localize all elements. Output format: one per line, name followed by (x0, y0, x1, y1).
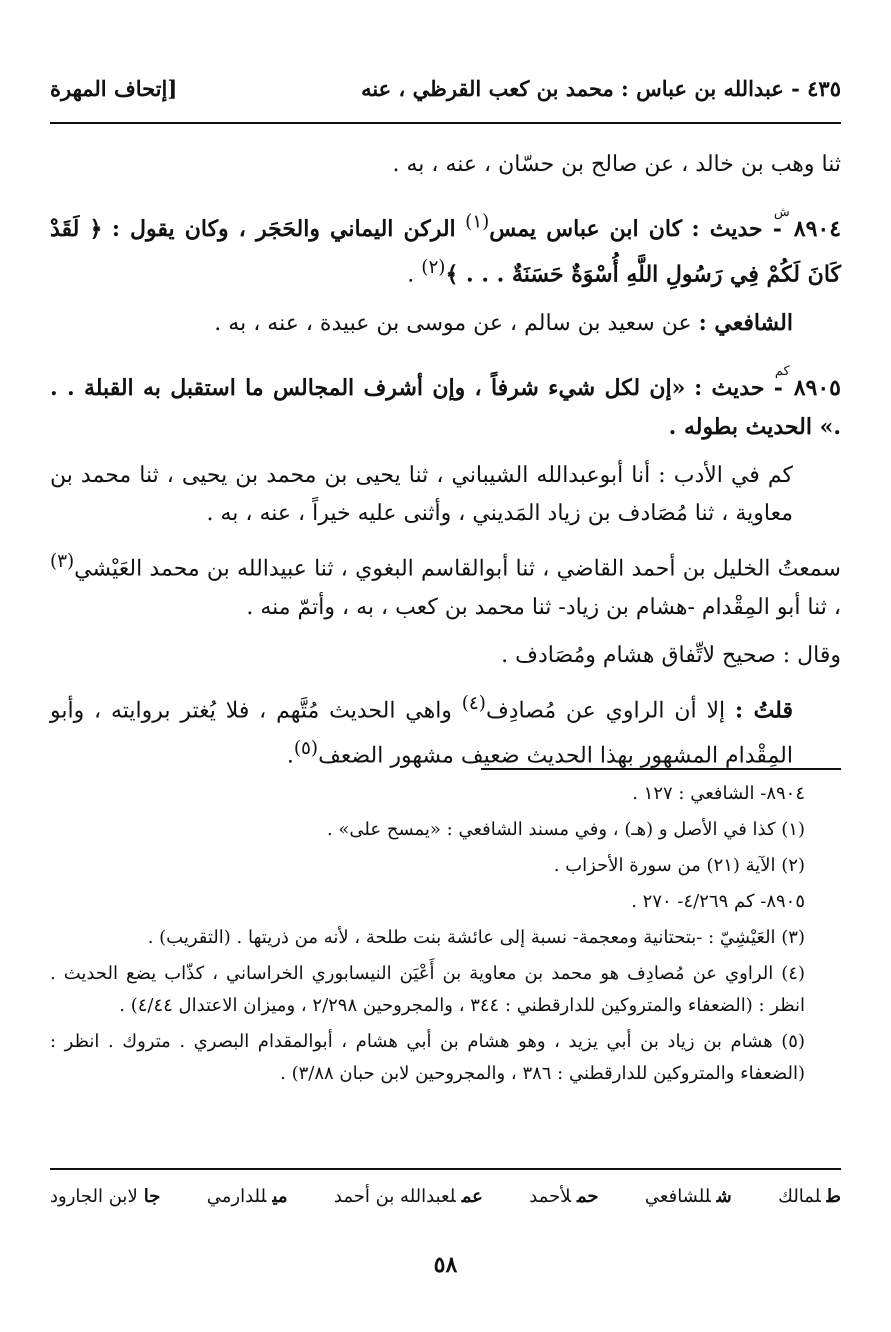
book-title: [إتحاف المهرة (50, 76, 178, 101)
legend-name: للدارمي (206, 1186, 267, 1207)
footnote-rule (481, 768, 841, 770)
legend-item (207, 1186, 288, 1207)
footnote: (٥) هشام بن زياد بن أبي يزيد ، وهو هشام بن أبي هشام ، أبوالمقدام البصري . متروك . انظر : (الضعفاء والمتروكين للدارقطني : ٣٨٦ ، والمجروحين لابن حبان ٣/٨٨) . (50, 1031, 805, 1084)
qal-text: وقال : صحيح لاتِّفاق هشام ومُصَادف . (501, 642, 841, 668)
source-siglum: ش (773, 205, 790, 220)
footnote: ٨٩٠٤- الشافعي : ١٢٧ . (632, 783, 805, 804)
footnote: (١) كذا في الأصل و (هـ) ، وفي مسند الشافعي : «يمسح على» . (326, 819, 805, 840)
qultu-text: إلا أن الراوي عن مُصادِف (485, 697, 726, 723)
hadith-label: - حديث : (691, 216, 782, 242)
hadith-text-cont: الركن اليماني والحَجَر ، وكان يقول : (111, 216, 456, 242)
page-header (50, 70, 841, 112)
footnote: (٢) الآية (٢١) من سورة الأحزاب . (553, 855, 805, 876)
footnote-ref-4: (٤) (461, 692, 486, 714)
legend-code: مي (272, 1186, 288, 1207)
hadith-text: «إن لكل شيء شرفاً ، وإن أشرف المجالس ما استقبل به القبلة . . .» الحديث بطوله . (50, 375, 841, 441)
kam-chain (50, 457, 841, 533)
footnote: (٣) العَيْشِيّ : -بتحتانية ومعجمة- نسبة إلى عائشة بنت طلحة ، لأنه من ذريتها . (التقريب) . (147, 927, 805, 948)
legend-name: لعبدالله بن أحمد (333, 1186, 456, 1207)
legend-item (334, 1186, 483, 1207)
hadith-label: - حديث : (694, 375, 783, 402)
qal-line (50, 637, 841, 675)
legend-code: جا (143, 1186, 161, 1207)
footnote-ref-2: (٢) (421, 257, 446, 278)
shafii-label: الشافعي : (698, 310, 793, 337)
source-siglum: كم (774, 364, 790, 380)
header-rule (50, 122, 841, 124)
quran-verse: ﴿ لَقَدْ كَانَ لَكُمْ فِي رَسُولِ اللَّهِ أُسْوَةٌ حَسَنَةٌ . . . ﴾ (50, 216, 841, 288)
book-page (50, 70, 842, 1278)
footnotes (50, 768, 841, 1094)
legend-item (529, 1186, 598, 1207)
legend-name: لابن الجارود (50, 1186, 138, 1207)
footnote: ٨٩٠٥- كم ٤/٢٦٩- ٢٧٠ . (631, 891, 805, 912)
legend-rule (50, 1168, 841, 1170)
legend-name: للشافعي (644, 1186, 711, 1207)
punctuation: . (286, 743, 294, 769)
hadith-number: ٨٩٠٤ (793, 216, 842, 242)
shafii-text: عن سعيد بن سالم ، عن موسى بن عبيدة ، عنه ، به . (214, 311, 692, 337)
hadith-8904 (50, 194, 841, 294)
samitu-chain (50, 543, 841, 626)
qultu-text-cont: واهي الحديث مُتَّهم ، فلا يُغتر بروايته ، وأبو المِقْدام المشهور بهذا الحديث ضعيف مشهور الضعف (50, 697, 793, 769)
kam-text: كم في الأدب : أنا أبوعبدالله الشيباني ، ثنا يحيى بن محمد بن يحيى ، ثنا محمد بن معاوية ، ثنا مُصَادف بن زياد المَديني ، وأثنى عليه خيراً ، عنه ، به . (50, 463, 793, 527)
legend-name: لأحمد (529, 1186, 571, 1207)
footnote-ref-3: (٣) (50, 551, 75, 573)
main-text (50, 146, 841, 785)
hadith-number: ٨٩٠٥ (793, 375, 841, 402)
footnote-ref-5: (٥) (293, 737, 319, 759)
legend-item (50, 1186, 160, 1207)
sigla-legend (50, 1186, 841, 1207)
hadith-8905 (50, 353, 841, 447)
qultu-label: قلتُ : (734, 696, 793, 723)
paragraph-chain-end (50, 146, 841, 184)
legend-code: ط (826, 1186, 841, 1207)
samitu-text: سمعتُ الخليل بن أحمد القاضي ، ثنا أبوالقاسم البغوي ، ثنا عبيدالله بن محمد العَيْشي (74, 556, 841, 582)
legend-name: لمالك (778, 1186, 821, 1207)
running-title: ٤٣٥ - عبدالله بن عباس : محمد بن كعب القرظي ، عنه (361, 76, 841, 101)
footnote: (٤) الراوي عن مُصادِف هو محمد بن معاوية بن أَعْيَن النيسابوري الخراساني ، كذّاب يضع الحديث . انظر : (الضعفاء والمتروكين للدارقطني : ٣٤٤ ، والمجروحين ٢/٢٩٨ ، وميزان الاعتدال ٤/٤٤) . (50, 963, 805, 1016)
qultu-paragraph (50, 685, 841, 776)
hadith-text: كان ابن عباس يمس (489, 216, 683, 242)
legend-code: حم (576, 1186, 599, 1207)
legend-item (645, 1186, 732, 1207)
samitu-text-cont: ، ثنا أبو المِقْدام -هشام بن زياد- ثنا محمد بن كعب ، به ، وأتمّ منه . (246, 594, 841, 620)
legend-code: عم (461, 1186, 483, 1207)
footnote-ref-1: (١) (465, 211, 490, 233)
page-number: ٥٨ (433, 1252, 458, 1278)
punctuation: . (407, 262, 415, 288)
shafii-chain (50, 304, 841, 343)
chain-text: ثنا وهب بن خالد ، عن صالح بن حسّان ، عنه ، به . (392, 152, 841, 177)
legend-code: ش (716, 1186, 732, 1207)
legend-item (778, 1186, 841, 1207)
